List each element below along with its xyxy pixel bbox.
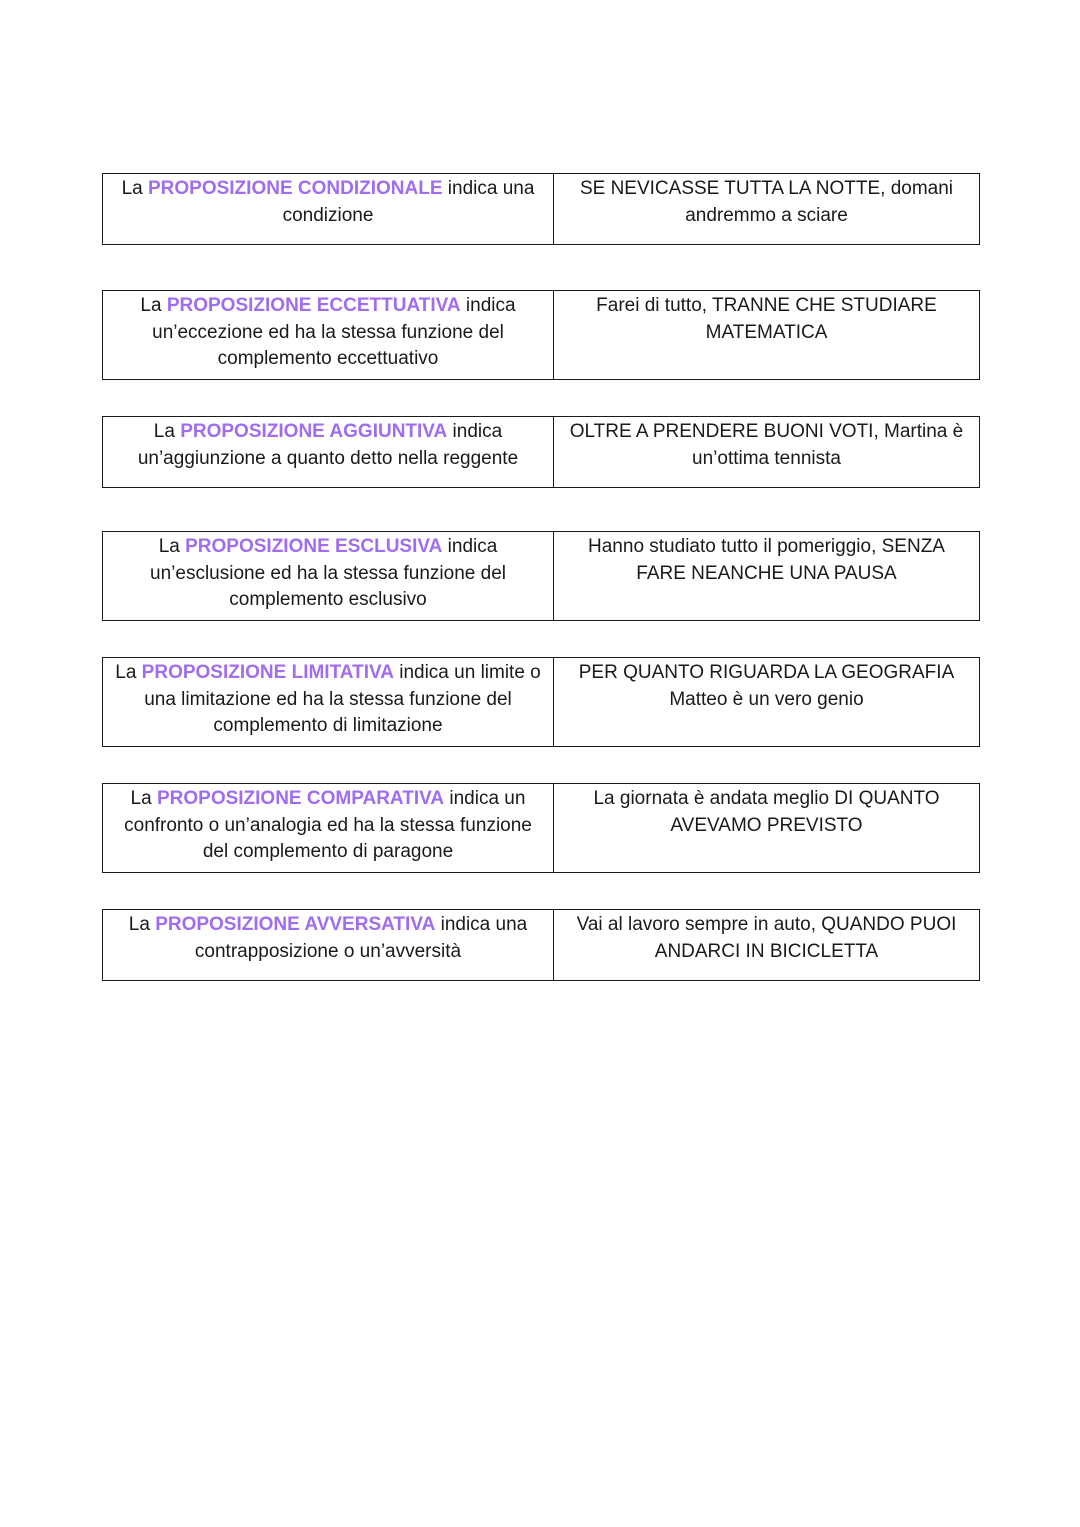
term-highlight: PROPOSIZIONE COMPARATIVA bbox=[156, 788, 445, 809]
definition-prefix: La bbox=[140, 295, 167, 316]
definition-prefix: La bbox=[121, 178, 148, 199]
example-cell: PER QUANTO RIGUARDA LA GEOGRAFIA Matteo è un vero genio bbox=[554, 658, 980, 747]
term-highlight: PROPOSIZIONE AGGIUNTIVA bbox=[180, 421, 448, 442]
example-cell: SE NEVICASSE TUTTA LA NOTTE, domani andremmo a sciare bbox=[554, 174, 980, 245]
definition-text: indica un’esclusione ed ha la stessa funzione del complemento esclusivo bbox=[150, 536, 506, 610]
definition-row-eccettuativa bbox=[102, 290, 980, 380]
definition-row-esclusiva bbox=[102, 531, 980, 621]
definition-cell bbox=[103, 174, 554, 245]
definition-cell bbox=[103, 291, 554, 380]
example-cell: La giornata è andata meglio DI QUANTO AVEVAMO PREVISTO bbox=[554, 784, 980, 873]
definition-text: indica una condizione bbox=[282, 178, 535, 226]
definition-prefix: La bbox=[153, 421, 181, 442]
example-cell: OLTRE A PRENDERE BUONI VOTI, Martina è un’ottima tennista bbox=[554, 417, 980, 488]
definition-cell bbox=[103, 417, 554, 488]
definition-text: indica una contrapposizione o un’avversità bbox=[194, 914, 528, 962]
example-cell: Farei di tutto, TRANNE CHE STUDIARE MATEMATICA bbox=[554, 291, 980, 380]
term-highlight: PROPOSIZIONE CONDIZIONALE bbox=[147, 178, 443, 199]
definition-text: indica un confronto o un’analogia ed ha la stessa funzione del complemento di paragone bbox=[124, 788, 532, 862]
term-highlight: PROPOSIZIONE ESCLUSIVA bbox=[185, 536, 443, 557]
definition-prefix: La bbox=[128, 914, 156, 935]
definition-cell bbox=[103, 532, 554, 621]
term-highlight: PROPOSIZIONE AVVERSATIVA bbox=[155, 914, 436, 935]
definition-text: indica un limite o una limitazione ed ha la stessa funzione del complemento di limitazione bbox=[144, 662, 541, 736]
term-highlight: PROPOSIZIONE LIMITATIVA bbox=[141, 662, 394, 683]
definition-text: indica un’eccezione ed ha la stessa funzione del complemento eccettuativo bbox=[152, 295, 516, 369]
term-highlight: PROPOSIZIONE ECCETTUATIVA bbox=[166, 295, 461, 316]
definition-cell bbox=[103, 910, 554, 981]
definition-row-avversativa bbox=[102, 909, 980, 981]
example-cell: Vai al lavoro sempre in auto, QUANDO PUOI ANDARCI IN BICICLETTA bbox=[554, 910, 980, 981]
definition-row-limitativa bbox=[102, 657, 980, 747]
definition-cell bbox=[103, 784, 554, 873]
definition-text: indica un’aggiunzione a quanto detto nella reggente bbox=[137, 421, 519, 469]
definition-row-aggiuntiva bbox=[102, 416, 980, 488]
definition-row-comparativa bbox=[102, 783, 980, 873]
definition-prefix: La bbox=[115, 662, 142, 683]
definition-prefix: La bbox=[158, 536, 186, 557]
definition-cell bbox=[103, 658, 554, 747]
definition-row-condizionale bbox=[102, 173, 980, 245]
definition-prefix: La bbox=[130, 788, 157, 809]
example-cell: Hanno studiato tutto il pomeriggio, SENZA FARE NEANCHE UNA PAUSA bbox=[554, 532, 980, 621]
